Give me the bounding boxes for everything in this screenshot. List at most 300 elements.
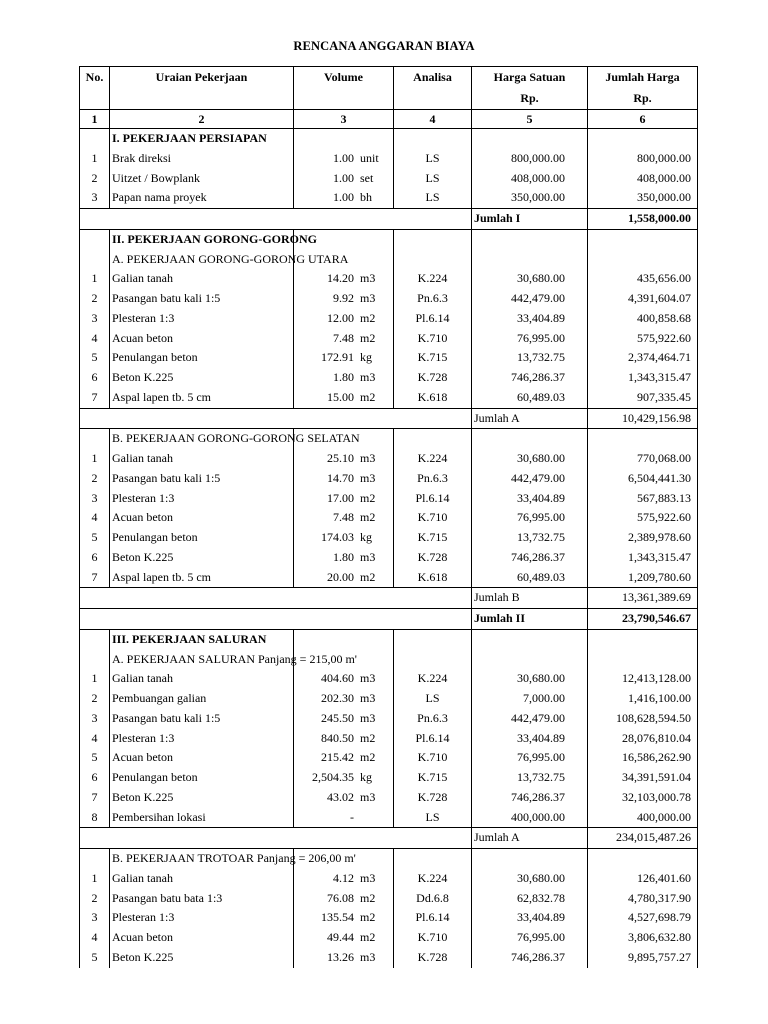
item-unit-price: 33,404.89	[472, 908, 588, 928]
item-total-price: 575,922.60	[588, 508, 698, 528]
item-unit-price: 30,680.00	[472, 449, 588, 469]
item-analisa: LS	[394, 169, 472, 189]
volume-quantity: 17.00	[327, 490, 354, 505]
item-number: 1	[80, 149, 110, 169]
item-description: Aspal lapen tb. 5 cm	[110, 388, 294, 408]
column-number: 2	[110, 110, 294, 129]
item-volume	[294, 469, 394, 489]
column-number: 6	[588, 110, 698, 129]
item-total-price: 400,858.68	[588, 309, 698, 329]
table-row	[80, 548, 698, 568]
item-description: Penulangan beton	[110, 348, 294, 368]
item-number: 2	[80, 289, 110, 309]
item-unit-price: 76,995.00	[472, 329, 588, 349]
table-row	[80, 928, 698, 948]
column-number: 4	[394, 110, 472, 129]
item-total-price: 350,000.00	[588, 188, 698, 208]
item-unit-price: 60,489.03	[472, 388, 588, 408]
item-volume	[294, 808, 394, 828]
item-description: Acuan beton	[110, 508, 294, 528]
volume-unit: m3	[360, 671, 376, 686]
item-unit-price: 7,000.00	[472, 689, 588, 709]
volume-quantity: 20.00	[327, 569, 354, 584]
item-total-price: 2,389,978.60	[588, 528, 698, 548]
volume-unit: m2	[360, 910, 376, 925]
table-row	[80, 869, 698, 889]
volume-quantity: 135.54	[321, 910, 354, 925]
item-unit-price: 33,404.89	[472, 489, 588, 509]
item-number: 7	[80, 388, 110, 408]
item-analisa: LS	[394, 808, 472, 828]
item-analisa: Pl.6.14	[394, 908, 472, 928]
item-total-price: 408,000.00	[588, 169, 698, 189]
table-row	[80, 329, 698, 349]
item-volume	[294, 768, 394, 788]
item-number: 7	[80, 788, 110, 808]
item-volume	[294, 188, 394, 208]
item-unit-price: 746,286.37	[472, 548, 588, 568]
table-row	[80, 729, 698, 749]
item-number: 7	[80, 568, 110, 588]
item-volume	[294, 449, 394, 469]
header-row-2	[80, 88, 698, 110]
volume-quantity: 14.70	[327, 470, 354, 485]
header-jumlah-harga-currency: Rp.	[588, 88, 698, 110]
subtotal-row	[80, 609, 698, 630]
item-number: 3	[80, 489, 110, 509]
volume-unit: m2	[360, 750, 376, 765]
item-unit-price: 442,479.00	[472, 709, 588, 729]
table-row	[80, 788, 698, 808]
table-row	[80, 348, 698, 368]
item-analisa: K.728	[394, 948, 472, 968]
item-analisa: K.224	[394, 449, 472, 469]
volume-quantity: 49.44	[327, 930, 354, 944]
item-total-price: 9,895,757.27	[588, 948, 698, 968]
item-description: Plesteran 1:3	[110, 489, 294, 509]
item-unit-price: 30,680.00	[472, 269, 588, 289]
volume-quantity: 13.26	[327, 949, 354, 964]
item-analisa: K.728	[394, 368, 472, 388]
volume-unit: set	[360, 170, 374, 185]
subtotal-value: 13,361,389.69	[588, 588, 698, 609]
item-total-price: 32,103,000.78	[588, 788, 698, 808]
volume-unit: kg	[360, 350, 372, 365]
item-analisa: LS	[394, 689, 472, 709]
item-analisa: Pn.6.3	[394, 709, 472, 729]
item-analisa: K.224	[394, 869, 472, 889]
item-volume	[294, 368, 394, 388]
item-description: Pasangan batu bata 1:3	[110, 889, 294, 909]
subtotal-row	[80, 588, 698, 609]
volume-unit: m3	[360, 549, 376, 564]
subtotal-label: Jumlah II	[472, 609, 588, 630]
item-analisa: K.728	[394, 548, 472, 568]
subtotal-value: 23,790,546.67	[588, 609, 698, 630]
volume-quantity: 14.20	[327, 271, 354, 286]
item-description: Pembuangan galian	[110, 689, 294, 709]
item-number: 5	[80, 948, 110, 968]
subtotal-value: 10,429,156.98	[588, 408, 698, 429]
item-description: Beton K.225	[110, 548, 294, 568]
item-total-price: 34,391,591.04	[588, 768, 698, 788]
volume-quantity: 43.02	[327, 789, 354, 804]
volume-unit: m2	[360, 510, 376, 525]
item-total-price: 108,628,594.50	[588, 709, 698, 729]
item-analisa: K.710	[394, 928, 472, 948]
table-row	[80, 289, 698, 309]
item-unit-price: 33,404.89	[472, 729, 588, 749]
item-total-price: 4,527,698.79	[588, 908, 698, 928]
volume-unit: m2	[360, 490, 376, 505]
item-unit-price: 13,732.75	[472, 528, 588, 548]
volume-unit: m3	[360, 370, 376, 384]
item-unit-price: 62,832.78	[472, 889, 588, 909]
volume-quantity: 4.12	[333, 870, 354, 885]
table-row	[80, 449, 698, 469]
table-row	[80, 269, 698, 289]
volume-quantity: 76.08	[327, 890, 354, 905]
header-uraian: Uraian Pekerjaan	[110, 67, 294, 89]
item-unit-price: 33,404.89	[472, 309, 588, 329]
item-description: Galian tanah	[110, 669, 294, 689]
item-analisa: Pn.6.3	[394, 469, 472, 489]
volume-quantity: 840.50	[321, 730, 354, 745]
table-row	[80, 568, 698, 588]
item-volume	[294, 729, 394, 749]
item-unit-price: 746,286.37	[472, 368, 588, 388]
item-total-price: 567,883.13	[588, 489, 698, 509]
item-number: 3	[80, 188, 110, 208]
section-heading-row	[80, 250, 698, 270]
volume-unit: m3	[360, 291, 376, 305]
table-row	[80, 689, 698, 709]
item-number: 6	[80, 768, 110, 788]
table-row	[80, 748, 698, 768]
volume-quantity: 215.42	[321, 750, 354, 765]
item-number: 3	[80, 908, 110, 928]
item-number: 2	[80, 889, 110, 909]
item-total-price: 12,413,128.00	[588, 669, 698, 689]
item-description: Galian tanah	[110, 869, 294, 889]
item-description: Acuan beton	[110, 329, 294, 349]
item-total-price: 1,343,315.47	[588, 548, 698, 568]
item-unit-price: 13,732.75	[472, 768, 588, 788]
item-number: 4	[80, 508, 110, 528]
section-heading: A. PEKERJAAN GORONG-GORONG UTARA	[110, 250, 294, 270]
item-total-price: 800,000.00	[588, 149, 698, 169]
volume-quantity: 15.00	[327, 389, 354, 404]
volume-unit: m3	[360, 949, 376, 964]
volume-unit: m2	[360, 569, 376, 584]
subtotal-row	[80, 408, 698, 429]
item-volume	[294, 709, 394, 729]
section-heading-row	[80, 650, 698, 670]
subtotal-label: Jumlah A	[472, 828, 588, 849]
item-unit-price: 76,995.00	[472, 748, 588, 768]
item-volume	[294, 489, 394, 509]
item-description: Galian tanah	[110, 449, 294, 469]
table-row	[80, 709, 698, 729]
item-number: 6	[80, 548, 110, 568]
item-unit-price: 30,680.00	[472, 669, 588, 689]
item-description: Pasangan batu kali 1:5	[110, 289, 294, 309]
volume-quantity: 7.48	[333, 510, 354, 525]
item-volume	[294, 309, 394, 329]
volume-unit: m2	[360, 890, 376, 905]
volume-quantity: 245.50	[321, 710, 354, 725]
table-row	[80, 388, 698, 408]
header-jumlah-harga: Jumlah Harga	[588, 67, 698, 89]
item-analisa: K.710	[394, 329, 472, 349]
item-number: 4	[80, 729, 110, 749]
section-heading: A. PEKERJAAN SALURAN Panjang = 215,00 m'	[110, 650, 294, 670]
item-total-price: 3,806,632.80	[588, 928, 698, 948]
item-unit-price: 13,732.75	[472, 348, 588, 368]
volume-unit: m2	[360, 389, 376, 404]
table-row	[80, 948, 698, 968]
item-description: Penulangan beton	[110, 768, 294, 788]
section-heading-row	[80, 229, 698, 249]
table-row	[80, 368, 698, 388]
item-description: Pasangan batu kali 1:5	[110, 709, 294, 729]
volume-quantity: 1.00	[333, 190, 354, 205]
table-row	[80, 188, 698, 208]
item-volume	[294, 928, 394, 948]
volume-quantity: 404.60	[321, 671, 354, 686]
column-number: 5	[472, 110, 588, 129]
item-number: 1	[80, 449, 110, 469]
volume-quantity: 202.30	[321, 691, 354, 705]
item-volume	[294, 169, 394, 189]
header-harga-satuan-currency: Rp.	[472, 88, 588, 110]
item-description: Plesteran 1:3	[110, 729, 294, 749]
budget-table	[79, 66, 698, 968]
item-total-price: 770,068.00	[588, 449, 698, 469]
item-unit-price: 800,000.00	[472, 149, 588, 169]
table-row	[80, 768, 698, 788]
volume-quantity: 1.80	[333, 549, 354, 564]
subtotal-label: Jumlah B	[472, 588, 588, 609]
item-analisa: K.715	[394, 768, 472, 788]
item-analisa: K.618	[394, 388, 472, 408]
item-description: Brak direksi	[110, 149, 294, 169]
volume-quantity: -	[350, 809, 354, 824]
item-number: 8	[80, 808, 110, 828]
item-volume	[294, 528, 394, 548]
table-row	[80, 889, 698, 909]
item-description: Pasangan batu kali 1:5	[110, 469, 294, 489]
table-row	[80, 908, 698, 928]
item-analisa: LS	[394, 188, 472, 208]
item-number: 1	[80, 869, 110, 889]
item-total-price: 435,656.00	[588, 269, 698, 289]
item-volume	[294, 948, 394, 968]
item-unit-price: 442,479.00	[472, 469, 588, 489]
item-analisa: Pl.6.14	[394, 489, 472, 509]
item-total-price: 6,504,441.30	[588, 469, 698, 489]
item-description: Acuan beton	[110, 748, 294, 768]
item-volume	[294, 149, 394, 169]
volume-unit: m2	[360, 310, 376, 325]
table-row	[80, 489, 698, 509]
item-number: 2	[80, 169, 110, 189]
item-total-price: 16,586,262.90	[588, 748, 698, 768]
table-row	[80, 169, 698, 189]
item-analisa: K.710	[394, 508, 472, 528]
item-analisa: Pl.6.14	[394, 309, 472, 329]
volume-unit: bh	[360, 190, 372, 205]
item-total-price: 2,374,464.71	[588, 348, 698, 368]
item-analisa: LS	[394, 149, 472, 169]
volume-unit: m3	[360, 691, 376, 705]
item-volume	[294, 908, 394, 928]
subtotal-row	[80, 828, 698, 849]
subtotal-value: 234,015,487.26	[588, 828, 698, 849]
volume-quantity: 172.91	[321, 350, 354, 365]
item-total-price: 28,076,810.04	[588, 729, 698, 749]
item-unit-price: 746,286.37	[472, 948, 588, 968]
table-row	[80, 309, 698, 329]
volume-unit: kg	[360, 530, 372, 544]
item-volume	[294, 889, 394, 909]
item-volume	[294, 669, 394, 689]
item-number: 4	[80, 928, 110, 948]
column-number: 1	[80, 110, 110, 129]
item-volume	[294, 388, 394, 408]
item-number: 4	[80, 329, 110, 349]
header-no: No.	[80, 67, 110, 89]
volume-unit: m3	[360, 451, 376, 465]
subtotal-value: 1,558,000.00	[588, 209, 698, 230]
item-volume	[294, 788, 394, 808]
table-row	[80, 528, 698, 548]
item-volume	[294, 548, 394, 568]
item-volume	[294, 568, 394, 588]
column-number: 3	[294, 110, 394, 129]
item-total-price: 1,416,100.00	[588, 689, 698, 709]
item-volume	[294, 869, 394, 889]
item-analisa: K.618	[394, 568, 472, 588]
section-heading: I. PEKERJAAN PERSIAPAN	[110, 129, 294, 149]
item-volume	[294, 329, 394, 349]
table-row	[80, 508, 698, 528]
volume-quantity: 2,504.35	[312, 770, 354, 784]
item-unit-price: 408,000.00	[472, 169, 588, 189]
item-total-price: 4,780,317.90	[588, 889, 698, 909]
header-analisa: Analisa	[394, 67, 472, 89]
item-description: Plesteran 1:3	[110, 309, 294, 329]
volume-quantity: 12.00	[327, 310, 354, 325]
volume-quantity: 25.10	[327, 451, 354, 465]
subtotal-label: Jumlah I	[472, 209, 588, 230]
section-heading-row	[80, 849, 698, 869]
volume-unit: m3	[360, 789, 376, 804]
item-unit-price: 76,995.00	[472, 928, 588, 948]
section-heading: III. PEKERJAAN SALURAN	[110, 629, 294, 649]
item-number: 1	[80, 269, 110, 289]
item-analisa: Pn.6.3	[394, 289, 472, 309]
item-total-price: 907,335.45	[588, 388, 698, 408]
item-volume	[294, 289, 394, 309]
item-number: 3	[80, 709, 110, 729]
table-row	[80, 469, 698, 489]
volume-unit: m2	[360, 330, 376, 345]
volume-quantity: 9.92	[333, 291, 354, 305]
item-unit-price: 400,000.00	[472, 808, 588, 828]
item-total-price: 4,391,604.07	[588, 289, 698, 309]
page-title: RENCANA ANGGARAN BIAYA	[293, 39, 475, 53]
table-row	[80, 669, 698, 689]
volume-unit: kg	[360, 770, 372, 784]
header-volume: Volume	[294, 67, 394, 89]
item-description: Aspal lapen tb. 5 cm	[110, 568, 294, 588]
item-description: Uitzet / Bowplank	[110, 169, 294, 189]
item-description: Papan nama proyek	[110, 188, 294, 208]
item-total-price: 1,209,780.60	[588, 568, 698, 588]
item-analisa: K.224	[394, 269, 472, 289]
item-total-price: 400,000.00	[588, 808, 698, 828]
volume-unit: m2	[360, 930, 376, 944]
item-unit-price: 30,680.00	[472, 869, 588, 889]
volume-unit: m3	[360, 870, 376, 885]
volume-unit: m3	[360, 710, 376, 725]
section-heading-row	[80, 129, 698, 149]
item-number: 1	[80, 669, 110, 689]
item-number: 5	[80, 748, 110, 768]
column-number-row	[80, 110, 698, 129]
item-number: 5	[80, 528, 110, 548]
item-analisa: Dd.6.8	[394, 889, 472, 909]
item-analisa: Pl.6.14	[394, 729, 472, 749]
item-description: Beton K.225	[110, 948, 294, 968]
item-number: 2	[80, 469, 110, 489]
item-number: 6	[80, 368, 110, 388]
item-description: Galian tanah	[110, 269, 294, 289]
item-volume	[294, 348, 394, 368]
item-total-price: 126,401.60	[588, 869, 698, 889]
item-description: Beton K.225	[110, 368, 294, 388]
section-heading-row	[80, 429, 698, 449]
item-unit-price: 76,995.00	[472, 508, 588, 528]
item-unit-price: 746,286.37	[472, 788, 588, 808]
item-description: Pembersihan lokasi	[110, 808, 294, 828]
volume-unit: m3	[360, 470, 376, 485]
volume-quantity: 7.48	[333, 330, 354, 345]
volume-quantity: 1.00	[333, 150, 354, 165]
item-volume	[294, 748, 394, 768]
item-number: 2	[80, 689, 110, 709]
volume-quantity: 1.00	[333, 170, 354, 185]
item-description: Beton K.225	[110, 788, 294, 808]
item-analisa: K.728	[394, 788, 472, 808]
volume-quantity: 174.03	[321, 530, 354, 544]
item-volume	[294, 269, 394, 289]
item-analisa: K.710	[394, 748, 472, 768]
table-row	[80, 808, 698, 828]
section-heading: II. PEKERJAAN GORONG-GORONG	[110, 229, 294, 249]
item-unit-price: 442,479.00	[472, 289, 588, 309]
volume-quantity: 1.80	[333, 370, 354, 384]
volume-unit: unit	[360, 150, 379, 165]
item-unit-price: 60,489.03	[472, 568, 588, 588]
subtotal-row	[80, 209, 698, 230]
item-volume	[294, 689, 394, 709]
item-total-price: 1,343,315.47	[588, 368, 698, 388]
item-number: 5	[80, 348, 110, 368]
item-unit-price: 350,000.00	[472, 188, 588, 208]
table-row	[80, 149, 698, 169]
